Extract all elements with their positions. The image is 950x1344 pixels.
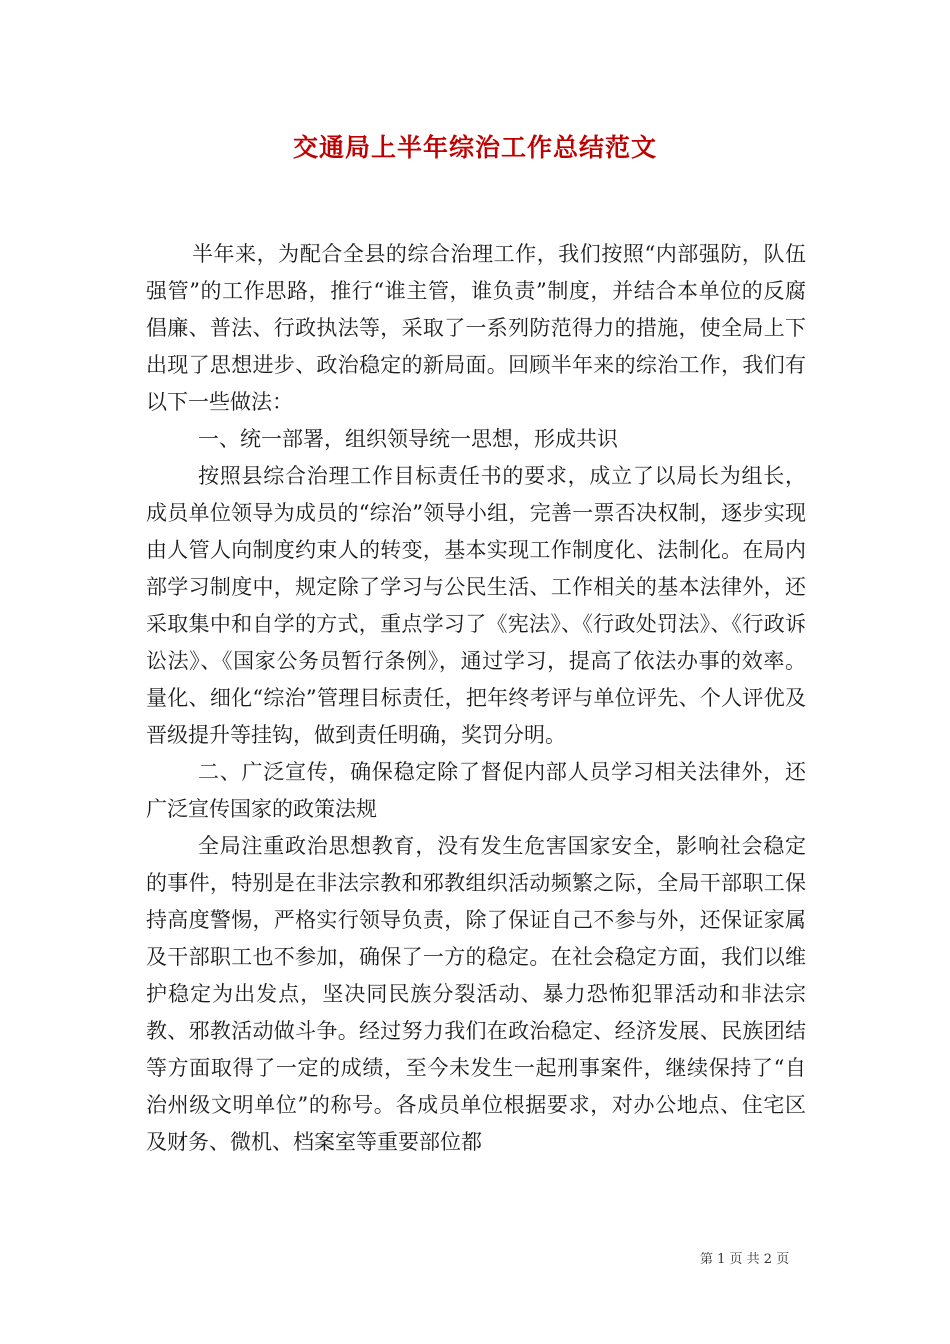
paragraph-section-1: 按照县综合治理工作目标责任书的要求，成立了以局长为组长，成员单位领导为成员的“综治”领导小组，完善一票否决权制，逐步实现由人管人向制度约束人的转变，基本实现工作制度化、法制化。在局内部学习制度中，规定除了学习与公民生活、工作相关的基本法律外，还采取集中和自学的方式，重点学习了《宪法》、《行政处罚法》、《行政诉讼法》、《国家公务员暂行条例》，通过学习，提高了依法办事的效率。量化、细化“综治”管理目标责任，把年终考评与单位评先、个人评优及晋级提升等挂钩，做到责任明确，奖罚分明。 — [146, 464, 806, 747]
paragraph-section-2: 全局注重政治思想教育，没有发生危害国家安全，影响社会稳定的事件，特别是在非法宗教和邪教组织活动频繁之际，全局干部职工保持高度警惕，严格实行领导负责，除了保证自己不参与外，还保证家属及干部职工也不参加，确保了一方的稳定。在社会稳定方面，我们以维护稳定为出发点，坚决同民族分裂活动、暴力恐怖犯罪活动和非法宗教、邪教活动做斗争。经过努力我们在政治稳定、经济发展、民族团结等方面取得了一定的成绩，至今未发生一起刑事案件，继续保持了“自治州级文明单位”的称号。各成员单位根据要求，对办公地点、住宅区及财务、微机、档案室等重要部位都 — [146, 834, 806, 1154]
section-heading-2: 二、广泛宣传，确保稳定除了督促内部人员学习相关法律外，还广泛宣传国家的政策法规 — [146, 760, 806, 821]
document-title: 交通局上半年综治工作总结范文 — [292, 133, 657, 162]
section-heading-1: 一、统一部署，组织领导统一思想，形成共识 — [198, 427, 618, 451]
document-body — [146, 236, 806, 1161]
page-number-footer: 第 1 页 共 2 页 — [700, 1252, 790, 1267]
paragraph-intro: 半年来，为配合全县的综合治理工作，我们按照“内部强防，队伍强管”的工作思路，推行“谁主管，谁负责”制度，并结合本单位的反腐倡廉、普法、行政执法等，采取了一系列防范得力的措施，使全局上下出现了思想进步、政治稳定的新局面。回顾半年来的综治工作，我们有以下一些做法： — [146, 242, 806, 414]
